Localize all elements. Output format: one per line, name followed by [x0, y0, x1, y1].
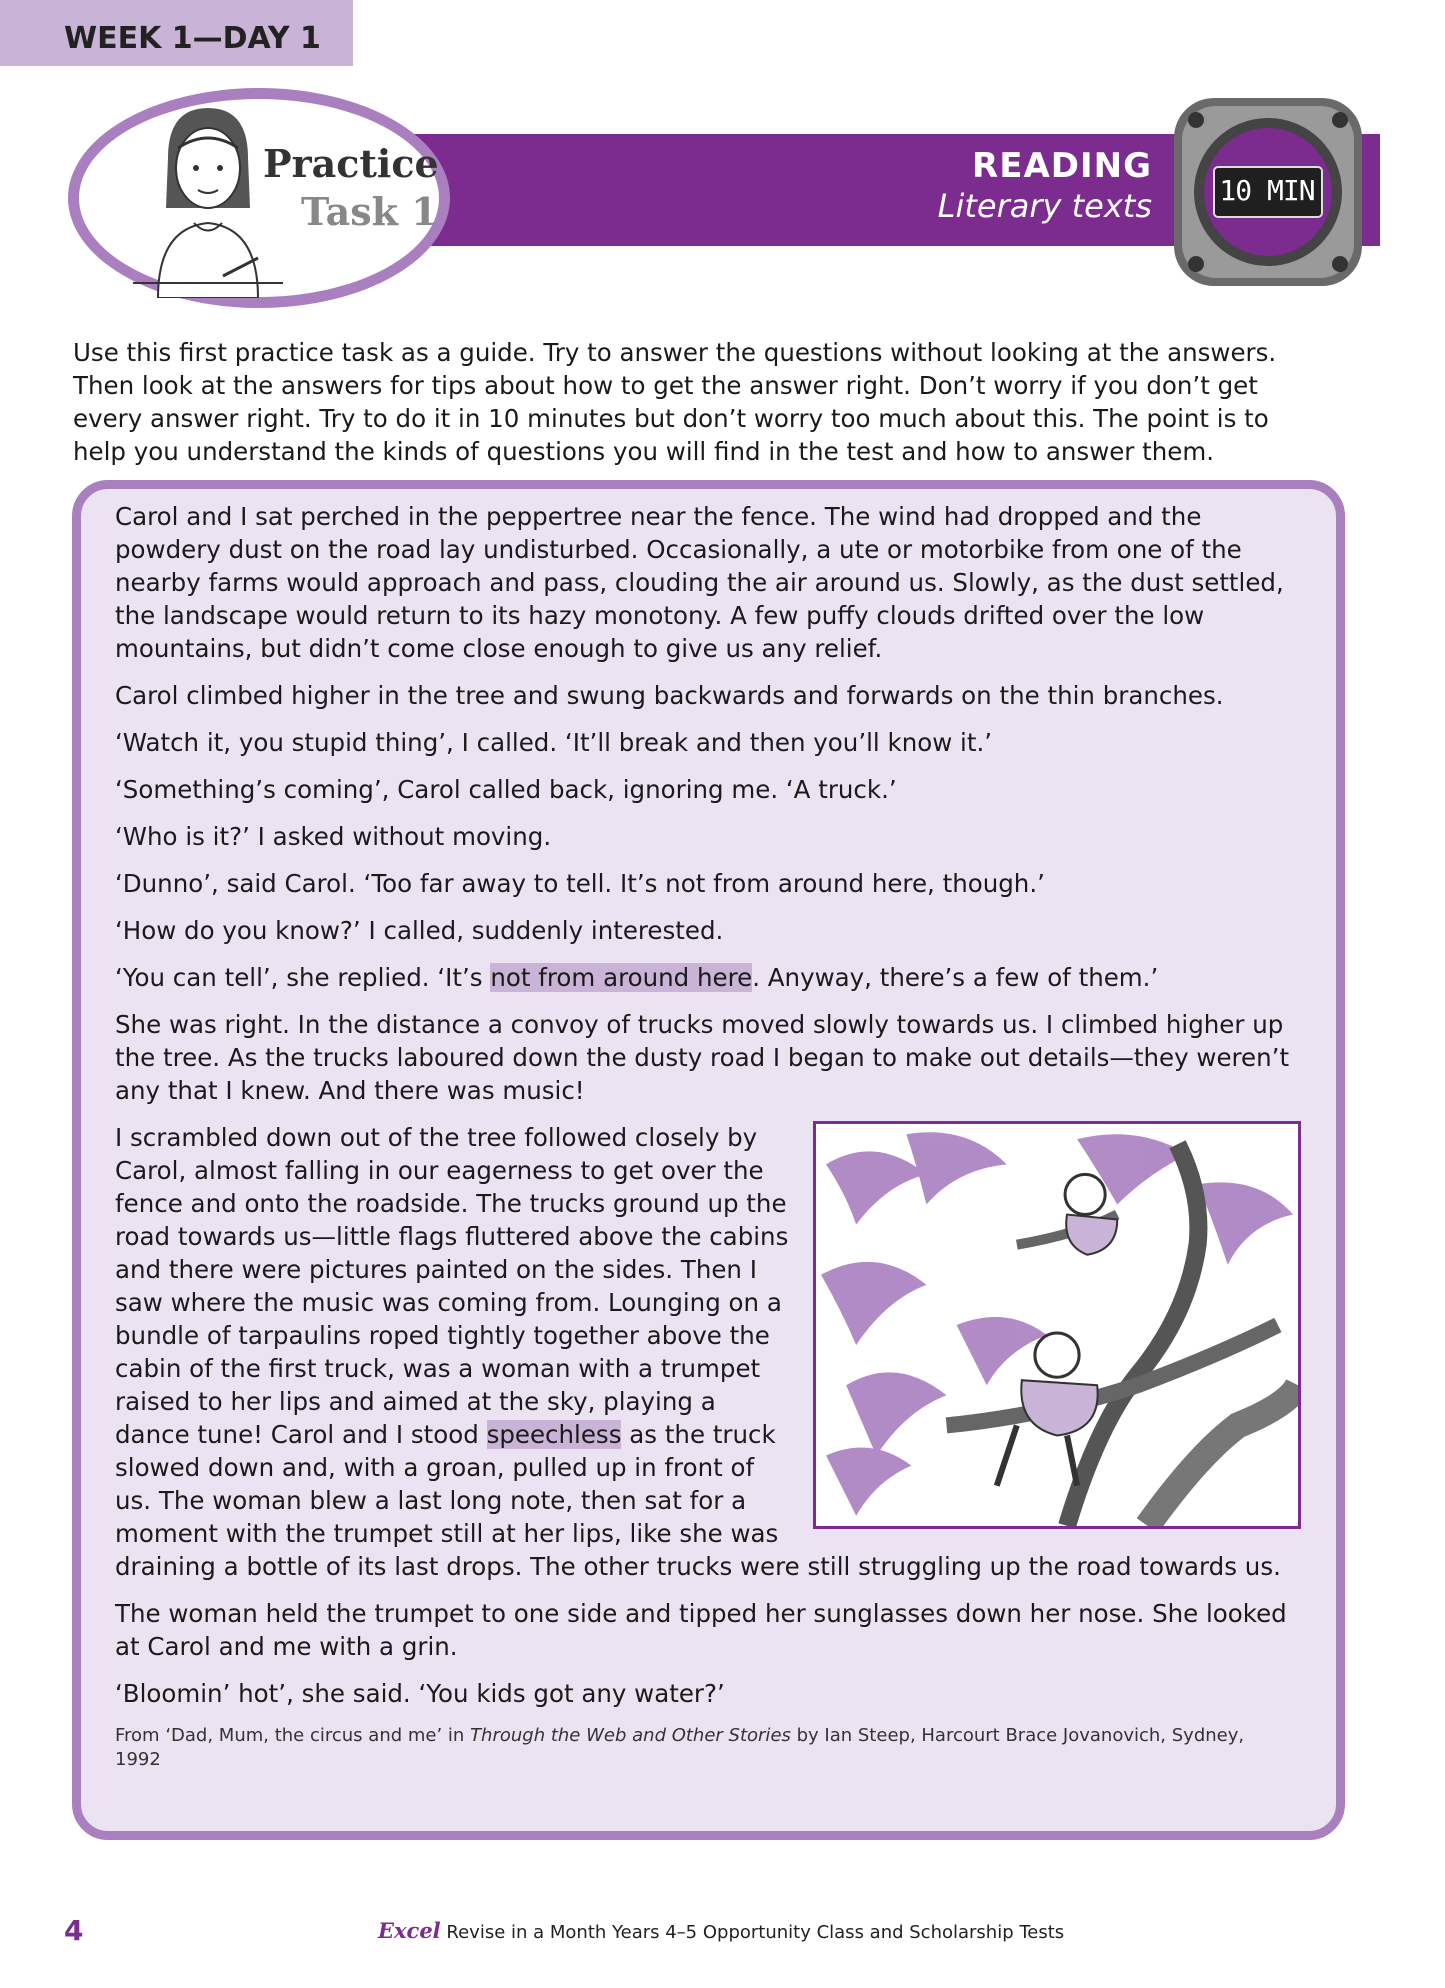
- story-paragraph-3: ‘Watch it, you stupid thing’, I called. ‘It’ll break and then you’ll know it.’: [115, 728, 993, 757]
- story-paragraph-6: ‘Dunno’, said Carol. ‘Too far away to tell. It’s not from around here, though.’: [115, 869, 1045, 898]
- story-paragraph-12: ‘Bloomin’ hot’, she said. ‘You kids got any water?’: [115, 1679, 725, 1708]
- footer-brand: Excel: [378, 1918, 441, 1943]
- practice-label-line1: Practice: [263, 141, 439, 186]
- subject-title: READING: [972, 146, 1152, 186]
- story-paragraph-4: ‘Something’s coming’, Carol called back, ignoring me. ‘A truck.’: [115, 775, 897, 804]
- story-paragraph-11: The woman held the trumpet to one side and tipped her sunglasses down her nose. She looked at Carol and me with a grin.: [115, 1599, 1287, 1661]
- footer-book-title: Revise in a Month Years 4–5 Opportunity Class and Scholarship Tests: [446, 1922, 1065, 1943]
- tree-illustration: [813, 1121, 1301, 1529]
- story-paragraph-10-end: as the truck slowed down and, with a groan, pulled up in front of us. The woman blew a last long note, then sat for a moment with the trumpet still at her lips, like she was draining a bottle of its last drops. The other trucks were still struggling up the road towards us.: [115, 1420, 1281, 1581]
- story-paragraph-8-end: . Anyway, there’s a few of them.’: [752, 963, 1159, 992]
- story-paragraph-8: [115, 961, 1295, 994]
- story-paragraph-10: [115, 1121, 1295, 1583]
- practice-task-label: [263, 140, 439, 236]
- source-suffix: by Ian Steep, Harcourt Brace Jovanovich, Sydney, 1992: [115, 1725, 1245, 1770]
- section-heading: [938, 146, 1152, 226]
- week-day-tab: WEEK 1—DAY 1: [0, 0, 353, 66]
- story-text: [115, 500, 1295, 1772]
- source-citation: [115, 1724, 1295, 1772]
- intro-text: Use this first practice task as a guide. Try to answer the questions without looking at the answers. Then look at the answers for tips about how to get the answer right. Don’t worry if you don’t get every answer right. Try to do it in 10 minutes but don’t worry too much about this. The point is to help you understand the kinds of questions you will find in the test and how to answer them.: [73, 338, 1277, 466]
- highlighted-phrase: not from around here: [490, 963, 753, 992]
- story-paragraph-1: Carol and I sat perched in the peppertree near the fence. The wind had dropped and the powdery dust on the road lay undisturbed. Occasionally, a ute or motorbike from one of the nearby farms would approach and pass, clouding the air around us. Slowly, as the dust settled, the landscape would return to its hazy monotony. A few puffy clouds drifted over the low mountains, but didn’t come close enough to give us any relief.: [115, 502, 1284, 663]
- story-paragraph-8-start: ‘You can tell’, she replied. ‘It’s: [115, 963, 491, 992]
- practice-label-line2: Task 1: [301, 189, 438, 234]
- story-paragraph-5: ‘Who is it?’ I asked without moving.: [115, 822, 552, 851]
- story-paragraph-10-start: I scrambled down out of the tree followed closely by Carol, almost falling in our eagerness to get over the fence and onto the roadside. The trucks ground up the road towards us—little flags fluttered above the cabins and there were pictures painted on the sides. Then I saw where the music was coming from. Lounging on a bundle of tarpaulins roped tightly together above the cabin of the first truck, was a woman with a trumpet raised to her lips and aimed at the sky, playing a dance tune! Carol and I stood: [115, 1123, 789, 1449]
- timer-label: 10 MIN: [1219, 174, 1315, 207]
- footer-title: [378, 1918, 1064, 1943]
- story-paragraph-2: Carol climbed higher in the tree and swung backwards and forwards on the thin branches.: [115, 681, 1224, 710]
- source-book-title: Through the Web and Other Stories: [470, 1725, 791, 1746]
- highlighted-word: speechless: [486, 1420, 622, 1449]
- subject-subtitle: Literary texts: [937, 187, 1152, 225]
- page-number: 4: [64, 1914, 84, 1947]
- story-paragraph-7: ‘How do you know?’ I called, suddenly interested.: [115, 916, 724, 945]
- story-paragraph-9: She was right. In the distance a convoy of trucks moved slowly towards us. I climbed higher up the tree. As the trucks laboured down the dusty road I began to make out details—they weren’t any that I knew. And there was music!: [115, 1010, 1290, 1105]
- source-prefix: From ‘Dad, Mum, the circus and me’ in: [115, 1725, 471, 1746]
